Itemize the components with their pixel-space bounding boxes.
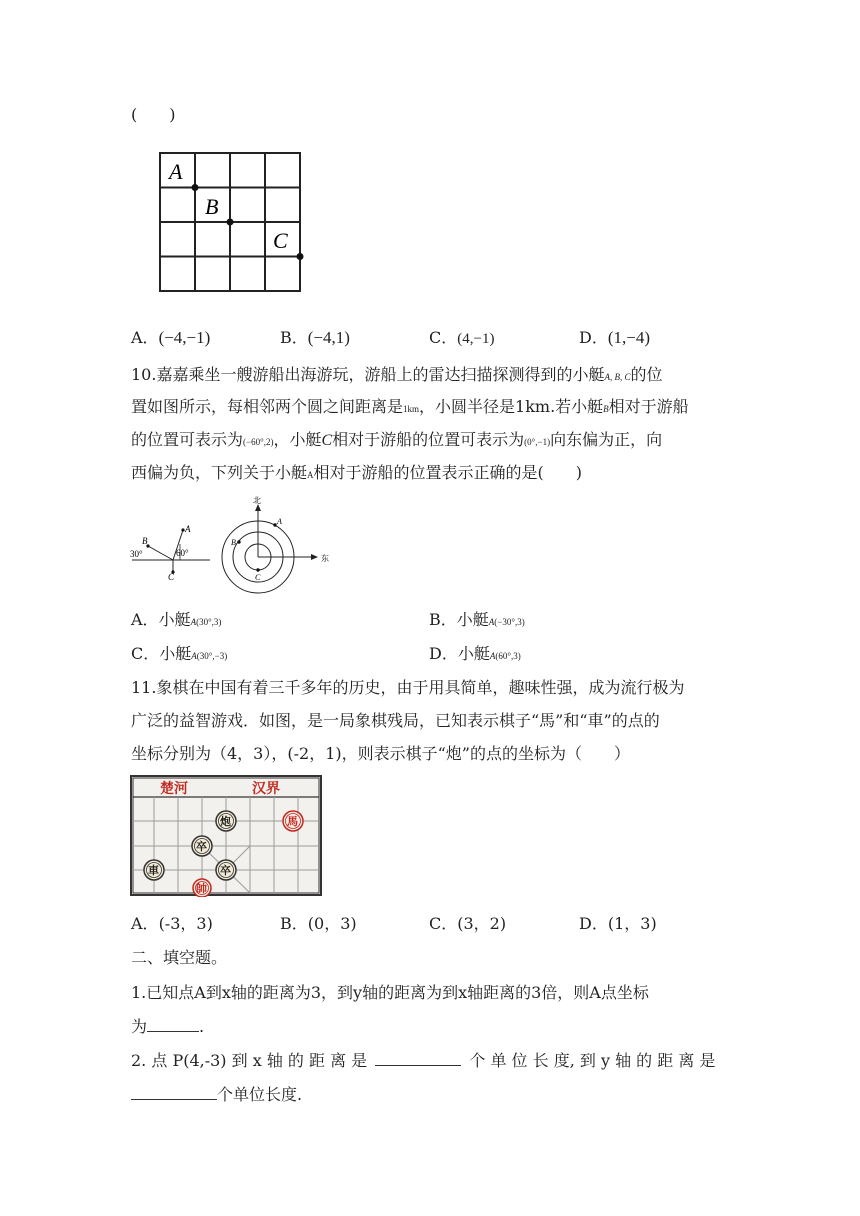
q11-chess-board xyxy=(130,775,322,897)
q9-bracket: ( ) xyxy=(131,105,176,124)
piece-zu-1 xyxy=(192,836,212,856)
q10-radar-figure xyxy=(210,494,330,594)
svg-text:A: A xyxy=(185,524,191,534)
q11-option-a: A．(-3，3) xyxy=(131,914,213,933)
q9-option-c: C．(4,−1) xyxy=(429,328,495,347)
q9-option-a: A．(−4,−1) xyxy=(131,328,211,347)
svg-text:A: A xyxy=(277,517,282,526)
q10-line1: 10.嘉嘉乘坐一艘游船出海游玩，游船上的雷达扫描探测得到的小艇A, B, C的位 xyxy=(131,365,663,384)
q11-option-b: B．(0，3) xyxy=(280,914,357,933)
q11-line3: 坐标分别为（4，3），(-2，1)，则表示棋子“炮”的点的坐标为（ ） xyxy=(131,744,630,763)
q10-line4: 西偏为负，下列关于小艇A相对于游船的位置表示正确的是( ) xyxy=(131,463,583,482)
svg-text:炮: 炮 xyxy=(220,816,231,828)
q11-option-d: D．(1，3) xyxy=(579,914,657,933)
answer-blank-3[interactable] xyxy=(131,1085,217,1100)
q10-option-c: C．小艇A(30°,−3) xyxy=(131,644,228,663)
piece-zu-2 xyxy=(216,860,236,880)
point-b-dot xyxy=(227,219,234,226)
svg-text:C: C xyxy=(255,573,261,582)
svg-text:卒: 卒 xyxy=(220,865,231,877)
svg-text:60°: 60° xyxy=(176,548,189,558)
fill-q1-line2: 为 . xyxy=(131,1017,205,1036)
q10-option-d: D．小艇A(60°,3) xyxy=(429,644,521,663)
point-a-dot xyxy=(192,184,199,191)
q9-option-b: B．(−4,1) xyxy=(280,328,350,347)
answer-blank-1[interactable] xyxy=(147,1017,199,1032)
grid-label-c: C xyxy=(273,228,288,253)
answer-blank-2[interactable] xyxy=(375,1051,461,1066)
piece-pao xyxy=(216,811,236,831)
fill-q2-line2: 个单位长度. xyxy=(131,1084,302,1106)
q11-line1: 11.象棋在中国有着三千多年的历史，由于用具简单，趣味性强，成为流行极为 xyxy=(131,678,685,697)
svg-text:北: 北 xyxy=(253,496,261,505)
fill-q2-line1: 2. 点 P(4,-3) 到 x 轴 的 距 离 是 个 单 位 长 度, 到 y 轴 的 距 离 是 xyxy=(131,1051,716,1070)
q10-line2: 置如图所示，每相邻两个圆之间距离是1km，小圆半径是1km.若小艇B相对于游船 xyxy=(131,397,689,416)
point-c-dot xyxy=(297,253,304,260)
svg-text:車: 車 xyxy=(148,865,159,877)
river-right-text: 汉界 xyxy=(252,782,280,797)
river-left-text: 楚河 xyxy=(160,782,188,797)
svg-text:卒: 卒 xyxy=(196,841,207,853)
q10-option-a: A．小艇A(30°,3) xyxy=(131,610,222,629)
svg-text:30°: 30° xyxy=(130,549,143,559)
section-title: 二、填空题。 xyxy=(131,948,228,967)
svg-text:B: B xyxy=(231,538,236,547)
q10-option-b: B．小艇A(−30°,3) xyxy=(429,610,525,629)
grid-label-b: B xyxy=(205,194,219,219)
svg-text:B: B xyxy=(142,536,148,546)
q11-option-c: C．(3，2) xyxy=(429,914,507,933)
q11-line2: 广泛的益智游戏．如图，是一局象棋残局，已知表示棋子“馬”和“車”的点的 xyxy=(131,711,660,730)
q9-option-d: D．(1,−4) xyxy=(579,328,651,347)
svg-text:帥: 帥 xyxy=(196,883,207,895)
q10-line3: 的位置可表示为(−60°,2)，小艇C相对于游船的位置可表示为(0°,−1)向东偏为正，向 xyxy=(131,430,663,449)
svg-text:C: C xyxy=(168,572,175,582)
fill-q1-line1: 1.已知点A到x轴的距离为3，到y轴的距离为到x轴距离的3倍，则A点坐标 xyxy=(131,983,649,1002)
q9-grid-figure xyxy=(155,148,305,296)
grid-label-a: A xyxy=(169,159,183,184)
svg-text:东: 东 xyxy=(321,554,329,563)
svg-text:馬: 馬 xyxy=(287,816,298,828)
q10-angle-figure xyxy=(130,522,215,582)
piece-ju xyxy=(144,860,164,880)
piece-shuai xyxy=(193,879,211,897)
piece-ma xyxy=(283,811,303,831)
